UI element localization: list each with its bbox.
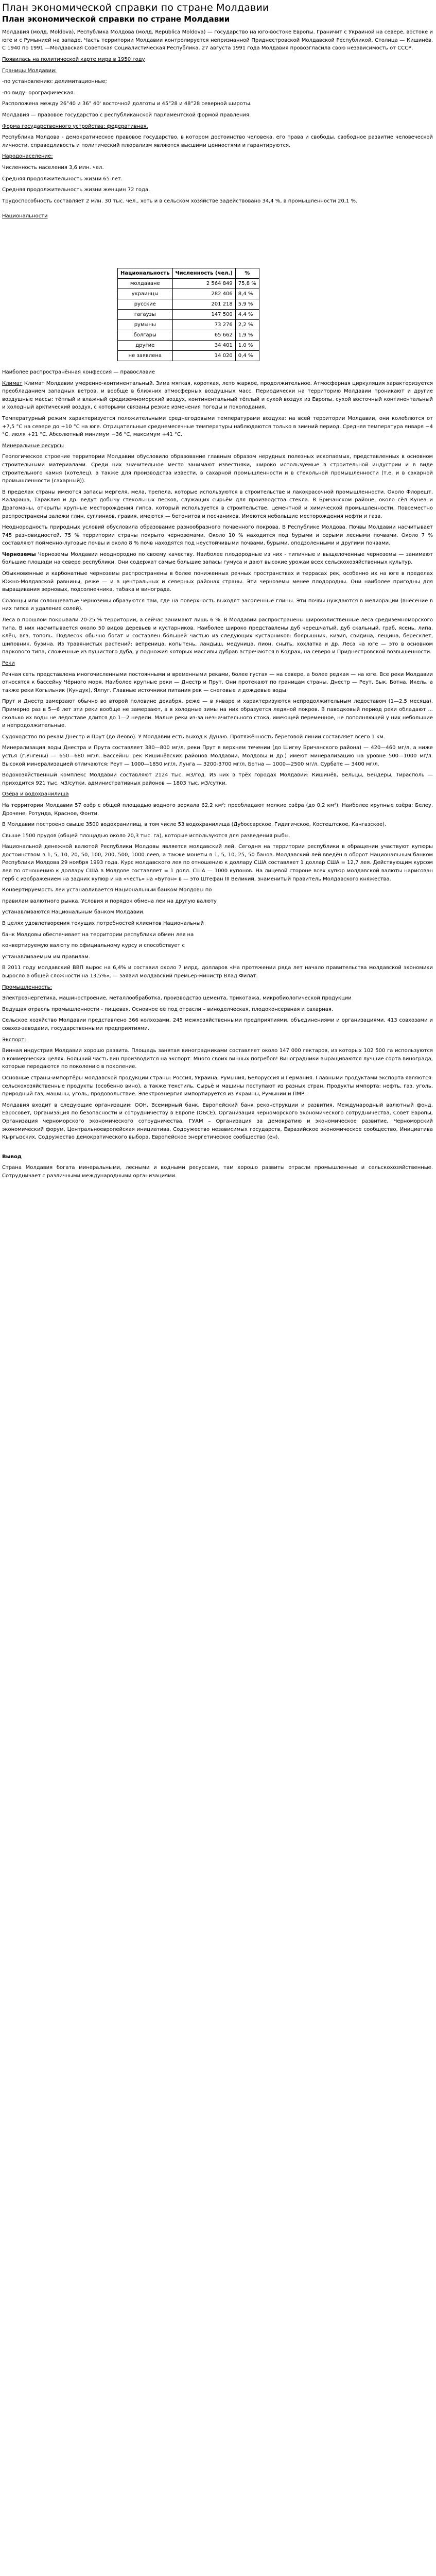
borders-heading: Границы Молдавии: (2, 67, 57, 74)
climate-paragraph (2, 380, 433, 412)
rivers-heading: Реки (2, 660, 15, 666)
industry-paragraph-2: Ведущая отрасль промышленности - пищевая. Основное её под отрасли – виноделческая, плодоконсервная и сахарная. (2, 1006, 334, 1012)
table-header: % (235, 268, 259, 279)
location-paragraph: Расположена между 26°40 и 36° 40' восточной долготы и 45°28 и 48°28 северной широты. (2, 101, 252, 107)
table-header: Численность (чел.) (172, 268, 235, 279)
lakes-paragraph-3: Свыше 1500 прудов (общей площадью около 20,3 тыс. га), которые используются для разведения рыбы. (2, 833, 290, 839)
table-cell: не заявлена (118, 351, 173, 361)
religion-paragraph: Наиболее распространённая конфессия — православие (2, 369, 155, 375)
state-paragraph: Молдавия — правовое государство с республиканской парламентской формой правления. (2, 112, 251, 118)
nationality-table (117, 268, 259, 361)
industry-heading: Промышленность: (2, 984, 52, 990)
table-cell: другие (118, 341, 173, 351)
table-row (118, 289, 259, 299)
table-row (118, 299, 259, 310)
table-cell: молдаване (118, 279, 173, 289)
table-cell: 5,9 % (235, 299, 259, 310)
population-heading: Народонаселение: (2, 154, 53, 160)
minerals-heading: Минеральные ресурсы (2, 443, 64, 449)
life-male: Средняя продолжительность жизни 65 лет. (2, 176, 123, 182)
table-cell: украинцы (118, 289, 173, 299)
rivers-paragraph-5: Водохозяйственный комплекс Молдавии составляют 2124 тыс. м3/год. Из них в трёх городах Молдавии: Кишинёв, Бельцы, Бендеры, Тирасполь — приходится 921 тыс. м3/сутки, административных районов — 1803 тыс. м3/сутки. (2, 772, 433, 786)
gdp-paragraph: В 2011 году молдавский ВВП вырос на 6,4% и составил около 7 млрд. долларов «На протяжении ряда лет начало правительства молдавской экономики выросло в общей сложности на 13,5%», — заявил молдавский премьер-министр Влад Филат. (2, 965, 433, 979)
subtitle: План экономической справки по стране Молдавии (2, 14, 230, 24)
table-row (118, 279, 259, 289)
table-cell: 1,0 % (235, 341, 259, 351)
page-title: План экономической справки по стране Молдавии (2, 2, 269, 13)
export-paragraph-2: Основные страны-импортёры молдавской продукции страны: Россия, Украина, Румыния, Белоруссия и Германия. Главными продуктами экспорта являются: сельскохозяйственные продукты (особенно вино), а также текстиль. Сырьё и машины поступают из разных стран. Продукты импорта: нефть, газ, уголь, природный газ, машины, уголь, продовольствие. Электроэнергия импортируется из Украины, Румынии и ПМР. (2, 1075, 433, 1097)
conclusion-paragraph: Страна Молдавия богата минеральными, лесными и водными ресурсами, там хорошо развиты отрасли промышленные и сельскохозяйственные. Сотрудничает с различными международными организациями. (2, 1165, 433, 1179)
lakes-paragraph-2: В Молдавии построено свыше 3500 водохранилищ, в том числе 53 водохранилища (Дубоссарское, Гидигичское, Костештское, Кангазское). (2, 822, 387, 828)
agri-paragraph: Сельское хозяйство Молдавии представлено 366 колхозами, 245 межхозяйственными предприятиями, объединениями и организациями, 413 совхозами и совхоз-заводами, государственными предприятиями. (2, 1018, 433, 1031)
currency-line: устанавливаемым им правилам. (2, 954, 91, 960)
table-cell: гагаузы (118, 310, 173, 320)
conclusion-heading: Вывод (2, 1154, 22, 1160)
body-block (2, 368, 433, 1183)
table-cell: 73 276 (172, 320, 235, 330)
currency-line: правилам валютного рынка. Условия и порядок обмена леи на другую валюту (2, 898, 217, 904)
export-heading: Экспорт: (2, 1037, 26, 1043)
minerals-paragraph-2: В пределах страны имеются запасы мергеля, мела, трепела, которые используются в строительстве и лакокрасочной промышленности. Около Флорешт, Калараша, Тараклия и др. ведут добычу стекольных песков, служащих сырьём для производства стекла. В Бричанском районе, около сёл Кунеа и Драгоманы, открыты крупные месторождения гипса, который используется в строительстве, цементной и химической промышленности. Повсеместно распространены залежи глин, суглинков, гравия, имеются — бетонитов и песчаников. Имеются небольшие месторождения нефти и газа. (2, 489, 433, 519)
currency-line: конвертируемую валюту по официальному курсу и способствует с (2, 943, 185, 949)
lakes-heading: Озёра и водохранилища (2, 791, 69, 798)
rivers-paragraph-3: Судоходство по рекам Днестр и Прут (до Леово). У Молдавии есть выход к Дунаю. Протяжённость береговой линии составляет всего 1 км. (2, 734, 385, 740)
currency-line: В целях удовлетворения текущих потребностей клиентов Национальный (2, 921, 204, 927)
table-cell: 147 500 (172, 310, 235, 320)
labor-paragraph: Трудоспособность составляет 2 млн. 30 тыс. чел., хоть и в сельском хозяйстве задействовано 34,4 %, в промышленности 20,1 %. (2, 198, 358, 204)
climate-paragraph-2: Температурный режим характеризуется положительными среднегодовыми температурами воздуха: на всей территории Молдавии, они колеблются от +7,5 °C на севере до +10 °C на юге. Отрицательные среднемесячные температуры наблюдаются только в зимний период. Средняя температура января −4 °C, июля +21 °C. Абсолютный минимум −36 °C, максимум +41 °C. (2, 415, 433, 438)
industry-paragraph: Электроэнергетика, машиностроение, металлообработка, производство цемента, трикотажа, микробиологической продукции (2, 995, 352, 1002)
form-paragraph: Форма государственного устройства: федеративная. (2, 123, 148, 129)
republic-paragraph: Республика Молдова - демократическое правовое государство, в котором достоинство человека, его права и свободы, свободное развитие человеческой личности, справедливость и политический плюрализм являются высшими ценностями и гарантируются. (2, 134, 433, 148)
table-cell: 2,2 % (235, 320, 259, 330)
table-cell: 14 020 (172, 351, 235, 361)
rivers-paragraph-2: Прут и Днестр замерзают обычно во второй половине декабря, реже — в январе и характеризуются непродолжительным ледоставом (1—2,5 месяца). Примерно раз в 5—6 лет эти реки вообще не замерзают, а в холодные зимы на них образуется ледяной покров. В паводковый период реки обладают ... сколько их воды не ледоставе длится до 1—2 недели. Малые реки из-за незначительного стока, имеющей переменное, не пополняющей у них небольшие и непродолжительные. (2, 699, 433, 729)
table-row (118, 320, 259, 330)
population-paragraph: Численность населения 3,6 млн. чел. (2, 164, 104, 171)
currency-line: банк Молдовы обеспечивает на территории республики обмен лея на (2, 931, 194, 938)
lakes-paragraph: На территории Молдавии 57 озёр с общей площадью водного зеркала 62,2 км²; преобладают мелкие озёра (до 0,2 км²). Наиболее крупные озёра: Белеу, Дрочене, Ротунда, Красное, Фонти. (2, 802, 433, 817)
table-cell: румыны (118, 320, 173, 330)
rivers-paragraph: Речная сеть представлена многочисленными постоянными и временными реками, более густая — на севере, а более редкая — на юге. Все реки Молдавии относятся к бассейну Чёрного моря. Наиболее крупные реки — Днестр и Прут. Они протекают по границам страны. Днестр — Реут, Бык, Ботна, Икель, а также реки Когыльник (Кундук), Ялпуг. Главные источники питания рек — снеговые и дождевые воды. (2, 671, 433, 693)
currency-paragraph: Национальной денежной валютой Республики Молдовы является молдавский лей. Сегодня на территории республики в обращении участвуют купюры достоинством в 1, 5, 10, 20, 50, 100, 200, 500, 1000 леев, а также монеты в 1, 5, 10, 25, 50 банов. Молдавский лей введён в оборот Национальным банком Республики Молдова 29 ноября 1993 года. Курс молдавского лея по отношению к доллару США составляет 1 доллар США = 12,7 лея. Действующим курсом лея по отношению к доллару США в Молдове составляет = 1 долл. США — 1000 купонов. На лицевой стороне всех купюр молдавской валюты нарисован герб с изображением на задних купюр и на «честь» на «Бутон» в — это Штефан III Великий, знаменитый правитель Молдавского княжества. (2, 844, 433, 882)
title-block (2, 4, 433, 224)
table-row (118, 351, 259, 361)
table-row (118, 310, 259, 320)
soil-paragraph-3: Солонцы или солонцеватые черноземы образуются там, где на поверхность выходят засоленные глины. Эти почвы нуждаются в мелиорации (внесение в них гипса и удаление солей). (2, 598, 433, 612)
border-item-2: -по виду: орографическая. (2, 90, 75, 96)
orgs-paragraph: Молдавия входит в следующие организации: ООН, Всемирный банк, Европейский банк реконструкции и развития, Международный валютный фонд, Евросовет, Организация по безопасности и сотрудничеству в Европе (ОБСЕ), Организация черноморского экономического сотрудничества, Совет Европы, Организация черноморского экономического сотрудничества, ГУАМ – Организация за демократию и экономическое развитие, Черноморский экономический форум, Центральноевропейская инициатива, Содружество независимых государств, Евразийское экономическое сообщество, Инициатива Кыргызских, Содружество демократического выбора, Европейское энергетическое сообщество (ен). (2, 1102, 433, 1141)
climate-text: Климат Молдавии умеренно-континентальный. Зима мягкая, короткая, лето жаркое, продолжительное. Атмосферная циркуляция характеризуется преобладанием западных ветров, и вообще в ближних атмосферных воздушных масс. Периодически на территорию Молдавии проникают и другие воздушные массы: тёплый и влажный средиземноморский воздух, континентальный тёплый и сухой воздух из Европы, сухой восточный континентальный и холодный арктический воздух, с которыми связаны резкие изменения погоды и похолодания. (2, 380, 433, 411)
border-item-1: -по установлению: делимитационные; (2, 79, 107, 85)
soil-paragraph-2: Обыкновенные и карбонатные черноземы распространены в более пониженных речных пространствах и террасах рек, особенно их на юге в пределах Южно-Молдавской равнины, реже — и в центральных и северных районах страны. Эти черноземы менее плодородны. Они наиболее пригодны для выращивания зерновых, подсолнечника, табака и винограда. (2, 571, 433, 593)
rivers-paragraph-4: Минерализация воды Днестра и Прута составляет 380—800 мг/л, реки Прут в верхнем течении (до Шигеу Бричанского района) — 420—460 мг/л, а ниже устья (г.Унгены) — 650—680 мг/л. Бассейны рек Кишинёвских районов Молдавии, Молдовы и др.) имеют минерализацию на уровне 500—1000 мг/л. Высокой минерализацией отличаются: Реут — 1000—1850 мг/л, Лунга — 3200-3700 мг/л, Ботна — 1000—2500 мг/л. Сурбате — 3400 мг/л. (2, 745, 433, 767)
map-heading: Появилась на политической карте мира в 1950 году (2, 56, 145, 62)
table-cell: болгары (118, 330, 173, 341)
currency-line: Конвертируемость леи устанавливается Национальным банком Молдовы по (2, 887, 212, 893)
table-header-row (118, 268, 259, 279)
table-cell: 75,8 % (235, 279, 259, 289)
table-cell: 282 406 (172, 289, 235, 299)
table-row (118, 330, 259, 341)
ethnic-heading: Национальности (2, 213, 48, 219)
minerals-paragraph: Геологическое строение территории Молдавии обусловило образование главным образом нерудных полезных ископаемых, представленных в основном строительными материалами. Среди них значительное место занимают известняки, широко используемые в строительной индустрии и в виде строительного камня (котелец), а также для производства извести, в сахарной промышленности и в стекольной промышленности (т.е. и в сахарной промышленности (сахарный)). (2, 454, 433, 484)
minerals-paragraph-3: Неоднородность природных условий обусловила образование разнообразного почвенного покрова. В Республике Молдова. Почвы Молдавии насчитывает 745 разновидностей. 75 % территории страны покрыто черноземами. Около 10 % находится под бурыми и серыми лесными почвами. Около 7 % составляют пойменно-луговые почвы и около 8 % почв находятся под неустойчивыми почвами, бурыми, оподзоленными и другими почвами. (2, 524, 433, 547)
table-header: Национальность (118, 268, 173, 279)
table-cell: 65 662 (172, 330, 235, 341)
soil-paragraph (2, 551, 433, 567)
table-cell: 201 218 (172, 299, 235, 310)
table-cell: 4,4 % (235, 310, 259, 320)
table-row (118, 341, 259, 351)
soil-heading: Черноземы (2, 551, 36, 557)
table-cell: 2 564 849 (172, 279, 235, 289)
table-cell: русские (118, 299, 173, 310)
table-cell: 34 401 (172, 341, 235, 351)
soil-text: Черноземы Молдавии неоднородно по своему качеству. Наиболее плодородные из них - типичные и выщелоченные черноземы — занимают большие площади на севере республики. Они содержат самые большие запасы гумуса и дают высокие урожаи всех сельскохозяйственных культур. (2, 551, 433, 566)
intro-paragraph: Молдавия (молд. Moldova), Республика Молдова (молд. Republica Moldova) — государство на юго-востоке Европы. Граничит с Украиной на севере, востоке и юге и с Румынией на западе. Часть территории Молдавии контролируется непризнанной Приднестровской Молдавской Республикой. Столица — Кишинёв. С 1940 по 1991 —Молдавская Советская Социалистическая Республика. 27 августа 1991 года Молдавия провозгласила свою независимость от СССР. (2, 29, 433, 52)
forest-paragraph: Леса в прошлом покрывали 20-25 % территории, а сейчас занимают лишь 6 %. В Молдавии распространены широколиственные леса средиземноморского типа. В них насчитывается около 50 видов деревьев и кустарников. Наиболее широко представлены дуб черешчатый, дуб скальный, граб, ясень, липа, клён, вяз, тополь. Подлесок обычно богат и составлен бо́льшей частью из следующих кустарников: боярышник, кизил, свидина, лещина, бересклет, шиповник, бузина. Из травянистых растений: ветреница, копытень, ландыш, медуница, пион, сныть, хохлатка и др. Леса на юге — это в основном паркового типа, сложенные из пушистого дуба, у подножия которых массивы дубрав встречаются в Кодрах, на северо и Приднестровской возвышенности. (2, 617, 433, 655)
table-cell: 1,9 % (235, 330, 259, 341)
table-cell: 0,4 % (235, 351, 259, 361)
table-cell: 8,4 % (235, 289, 259, 299)
climate-heading: Климат (2, 380, 23, 386)
export-paragraph: Винная индустрия Молдавии хорошо развита. Площадь занятая виноградниками составляет около 147 000 гектаров, из которых 102 500 га используются в коммерческих целях. Больший часть вин производится на экспорт. Много своих винных погребов! Виноградники выращиваются лучшие сорта винограда, которые передаются по поколению в поколение. (2, 1048, 433, 1070)
life-female: Средняя продолжительность жизни женщин 72 года. (2, 187, 150, 193)
currency-line: устанавливаются Национальным банком Молдавии. (2, 909, 145, 916)
